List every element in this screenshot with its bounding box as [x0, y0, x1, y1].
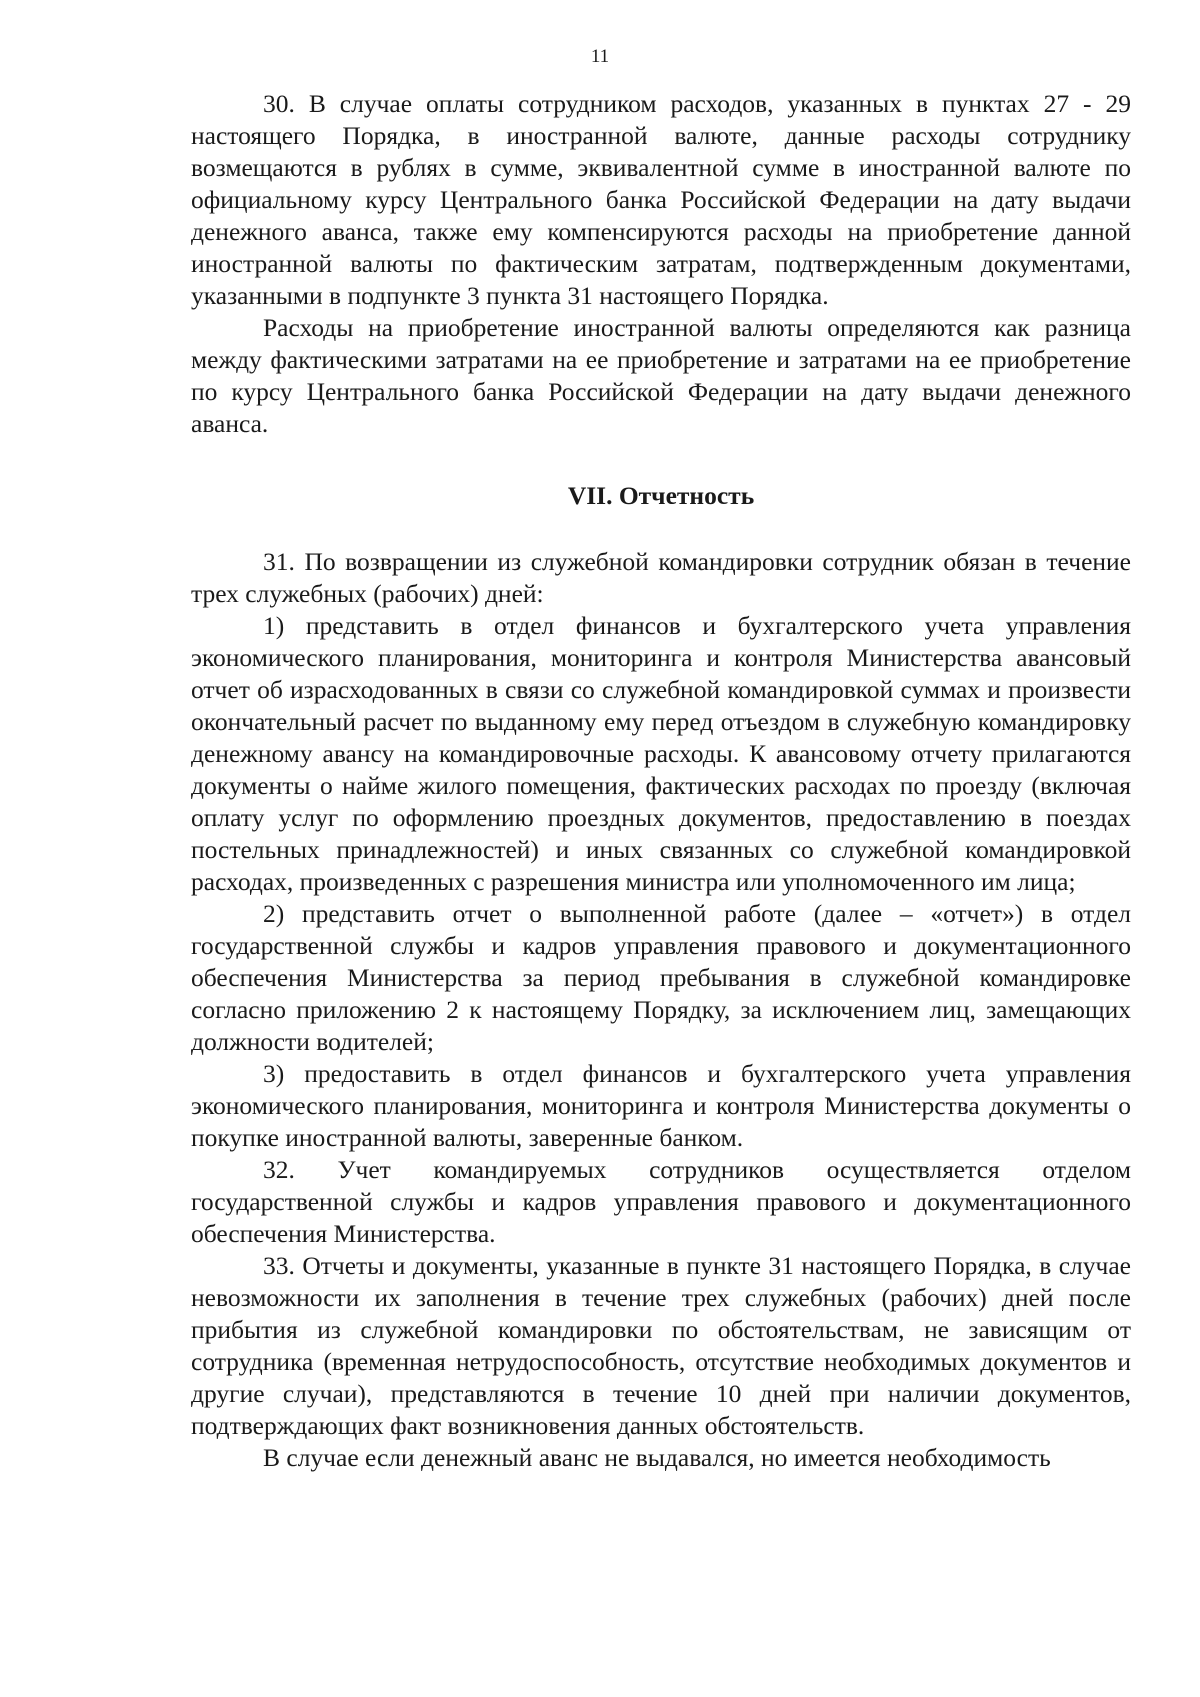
- page-number: 11: [590, 46, 610, 67]
- paragraph-30-continuation: Расходы на приобретение иностранной валюты определяются как разница между фактическими затратами на ее приобретение и затратами на ее приобретение по курсу Центрального банка Российской Федерации на дату выдачи денежного аванса.: [191, 313, 1131, 438]
- paragraph-33: 33. Отчеты и документы, указанные в пункте 31 настоящего Порядка, в случае невозможности их заполнения в течение трех служебных (рабочих) дней после прибытия из служебной командировки по обстоятельствам, не зависящим от сотрудника (временная нетрудоспособность, отсутствие необходимых документов и другие случаи), представляются в течение 10 дней при наличии документов, подтверждающих факт возникновения данных обстоятельств.: [191, 1251, 1131, 1440]
- paragraph-33-continuation: В случае если денежный аванс не выдавался, но имеется необходимость: [263, 1443, 1051, 1472]
- paragraph-31-item-2: 2) представить отчет о выполненной работе (далее – «отчет») в отдел государственной службы и кадров управления правового и документационного обеспечения Министерства за период пребывания в служебной командировке согласно приложению 2 к настоящему Порядку, за исключением лиц, замещающих должности водителей;: [191, 899, 1131, 1056]
- document-body: [191, 88, 1131, 1474]
- paragraph-32: 32. Учет командируемых сотрудников осуществляется отделом государственной службы и кадров управления правового и документационного обеспечения Министерства.: [191, 1155, 1131, 1248]
- paragraph-31-item-1: 1) представить в отдел финансов и бухгалтерского учета управления экономического планирования, мониторинга и контроля Министерства авансовый отчет об израсходованных в связи со служебной командировкой суммах и произвести окончательный расчет по выданному ему перед отъездом в служебную командировку денежному авансу на командировочные расходы. К авансовому отчету прилагаются документы о найме жилого помещения, фактических расходах по проезду (включая оплату услуг по оформлению проездных документов, предоставлению в поездах постельных принадлежностей) и иных связанных со служебной командировкой расходах, произведенных с разрешения министра или уполномоченного им лица;: [191, 611, 1131, 896]
- paragraph-30: 30. В случае оплаты сотрудником расходов, указанных в пунктах 27 - 29 настоящего Порядка, в иностранной валюте, данные расходы сотруднику возмещаются в рублях в сумме, эквивалентной сумме в иностранной валюте по официальному курсу Центрального банка Российской Федерации на дату выдачи денежного аванса, также ему компенсируются расходы на приобретение данной иностранной валюты по фактическим затратам, подтвержденным документами, указанными в подпункте 3 пункта 31 настоящего Порядка.: [191, 89, 1131, 310]
- paragraph-31-item-3: 3) предоставить в отдел финансов и бухгалтерского учета управления экономического планирования, мониторинга и контроля Министерства документы о покупке иностранной валюты, заверенные банком.: [191, 1059, 1131, 1152]
- section-heading: VII. Отчетность: [567, 481, 755, 510]
- paragraph-31: 31. По возвращении из служебной командировки сотрудник обязан в течение трех служебных (рабочих) дней:: [191, 547, 1131, 608]
